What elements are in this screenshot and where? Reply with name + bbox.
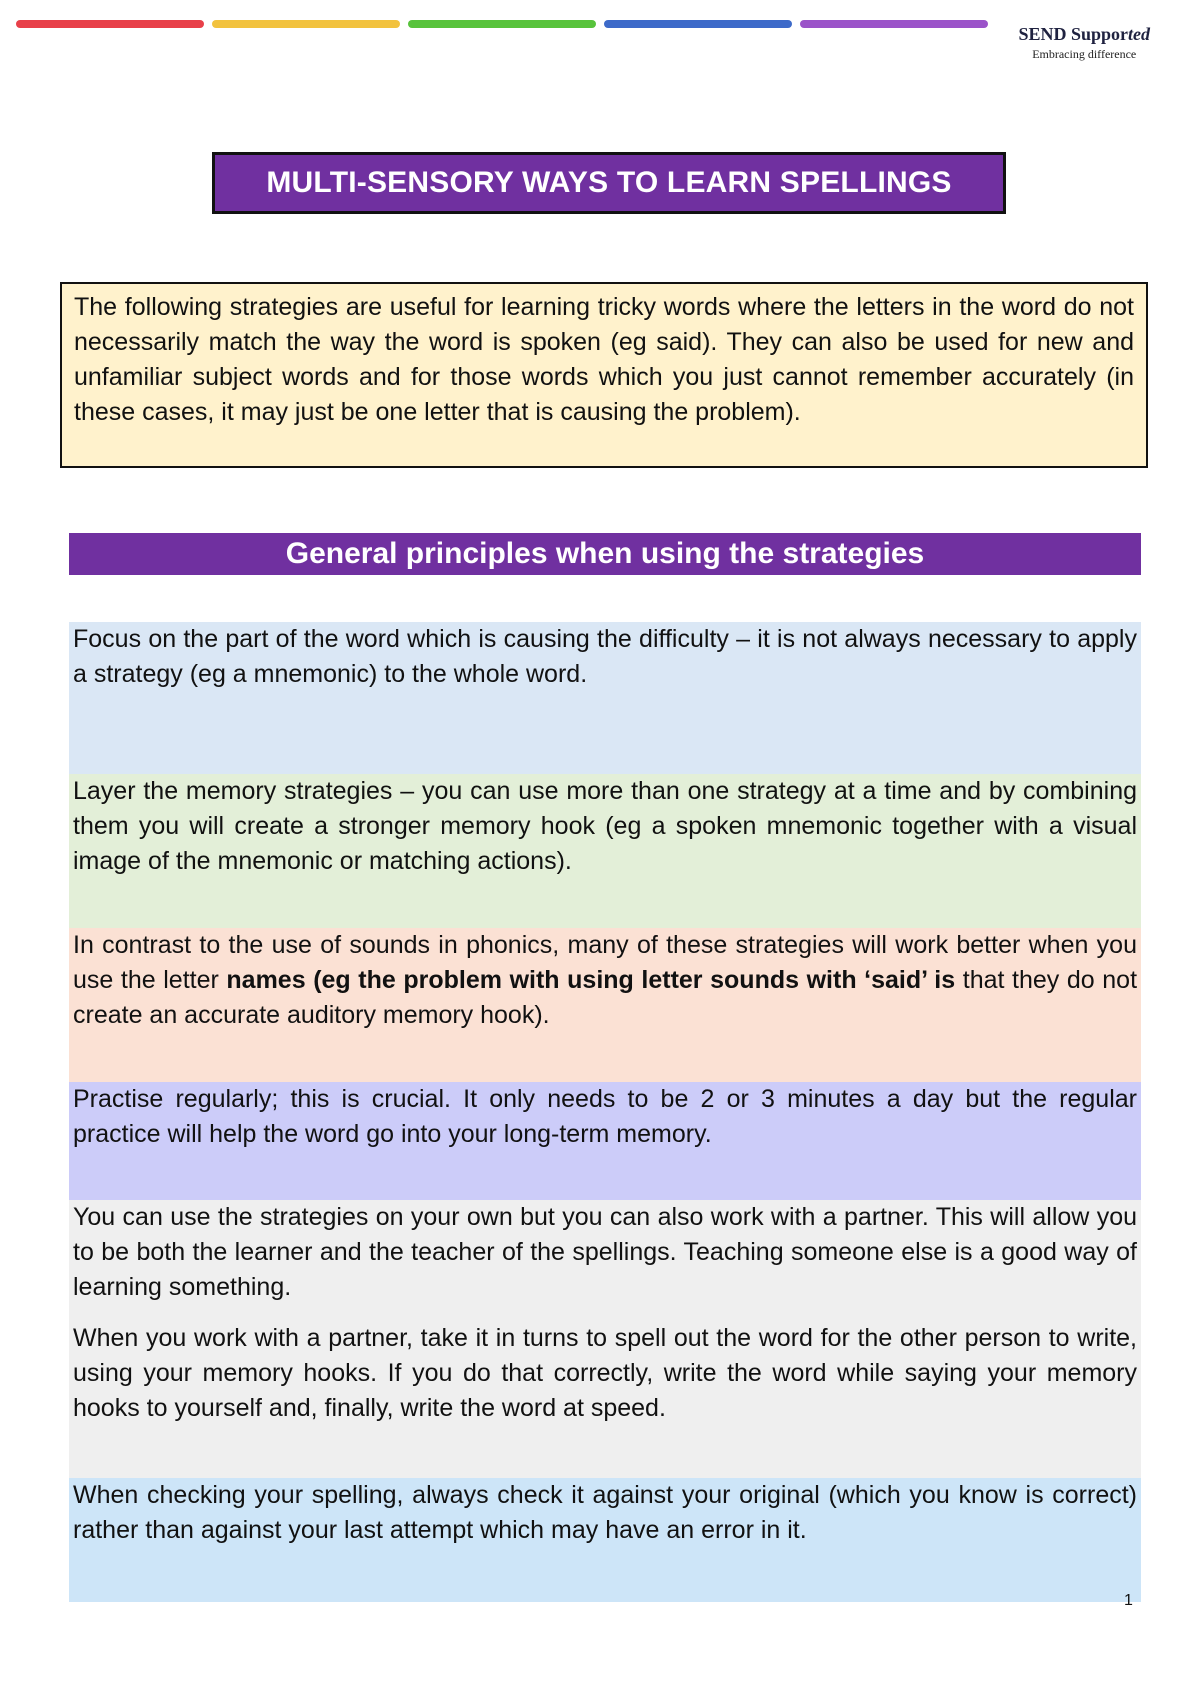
principle-text: When checking your spelling, always check it against your original (which you know is correct) rather than against your last attempt which may have an error in it. <box>73 1481 1137 1544</box>
principle-text: Layer the memory strategies – you can use more than one strategy at a time and by combining them you will create a stronger memory hook (eg a spoken mnemonic together with a visual image of the mnemonic or matching actions). <box>73 777 1137 875</box>
stripe-red <box>16 20 204 28</box>
principle-text: In contrast to the use of sounds in phonics, many of these strategies will work better when you use the letter names (eg the problem with using letter sounds with ‘said’ is that they do not create an accurate auditory memory hook). <box>73 931 1138 1029</box>
principle-focus <box>69 622 1141 774</box>
principle-checking <box>69 1478 1141 1602</box>
principle-layer <box>69 774 1141 928</box>
principle-text: Practise regularly; this is crucial. It only needs to be 2 or 3 minutes a day but the regular practice will help the word go into your long-term memory. <box>73 1085 1137 1148</box>
principle-text: Focus on the part of the word which is causing the difficulty – it is not always necessary to apply a strategy (eg a mnemonic) to the whole word. <box>73 625 1137 688</box>
principle-text: You can use the strategies on your own but you can also work with a partner. This will allow you to be both the learner and the teacher of the spellings. Teaching someone else is a good way of learning something. <box>73 1203 1137 1301</box>
brand-tagline: Embracing difference <box>1032 47 1137 61</box>
header-color-stripes <box>16 20 988 28</box>
principle-letter-names <box>69 928 1141 1082</box>
principle-practise <box>69 1082 1141 1200</box>
principle-text-2: When you work with a partner, take it in turns to spell out the word for the other person to write, using your memory hooks. If you do that correctly, write the word while saying your memory hooks to yourself and, finally, write the word at speed. <box>73 1324 1137 1422</box>
stripe-yellow <box>212 20 400 28</box>
page-number: 1 <box>1124 1592 1133 1609</box>
brand-name: SEND Supported <box>1018 24 1150 44</box>
stripe-green <box>408 20 596 28</box>
principles-list <box>69 622 1141 1602</box>
stripe-purple <box>800 20 988 28</box>
stripe-blue <box>604 20 792 28</box>
section-heading: General principles when using the strategies <box>69 533 1141 575</box>
page-title: MULTI-SENSORY WAYS TO LEARN SPELLINGS <box>212 152 1006 214</box>
brand-logo <box>1018 24 1150 62</box>
principle-partner <box>69 1200 1141 1478</box>
intro-box: The following strategies are useful for learning tricky words where the letters in the word do not necessarily match the way the word is spoken (eg said). They can also be used for new and unfamiliar subject words and for those words which you just cannot remember accurately (in these cases, it may just be one letter that is causing the problem). <box>60 282 1148 468</box>
